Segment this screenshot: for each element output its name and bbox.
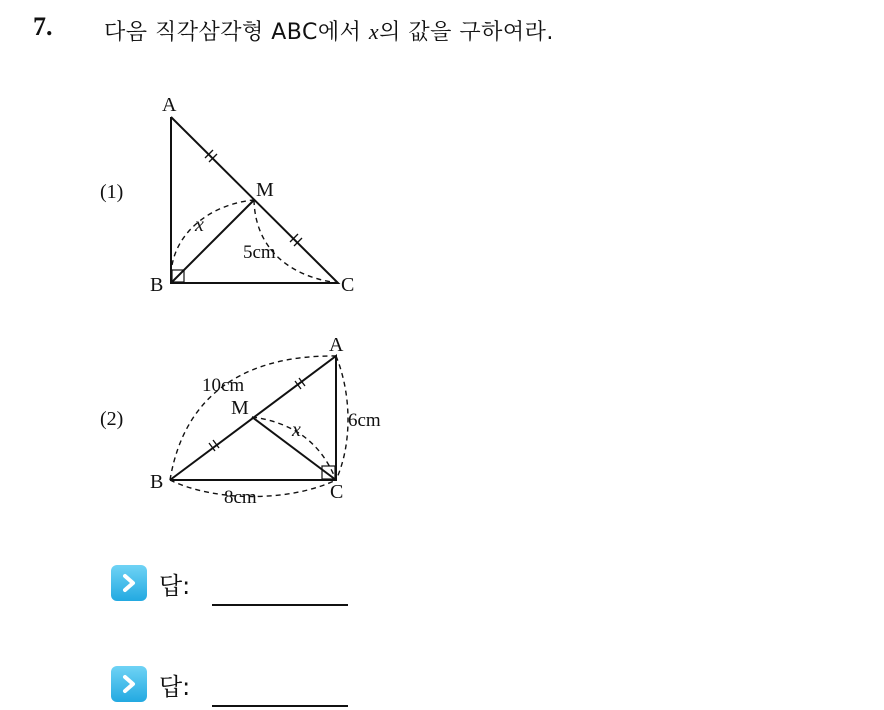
- vertex-a-2: A: [329, 334, 344, 356]
- vertex-c-2: C: [330, 481, 344, 503]
- answer-blank-1[interactable]: [212, 604, 348, 606]
- question-number: 7.: [33, 12, 53, 41]
- figure-2: [170, 356, 348, 497]
- problem-1-label: (1): [100, 181, 124, 203]
- var-label-2: x: [292, 419, 301, 441]
- answer-row-1: [111, 563, 190, 603]
- vertex-b-1: B: [150, 274, 164, 296]
- vertex-m-2: M: [231, 397, 249, 419]
- chevron-right-icon: [111, 666, 147, 702]
- problem-2-label: (2): [100, 408, 124, 430]
- vertex-c-1: C: [341, 274, 355, 296]
- question-variable: x: [368, 19, 380, 44]
- length-label-1: 5cm: [243, 242, 276, 263]
- vertex-b-2: B: [150, 471, 164, 493]
- vertex-m-1: M: [256, 179, 274, 201]
- question-text-after: 의 값을 구하여라.: [379, 20, 554, 45]
- answer-label-1: 답:: [159, 571, 191, 600]
- var-label-1: x: [195, 214, 204, 236]
- answer-row-2: [111, 664, 190, 704]
- arc-6cm-2: [336, 356, 348, 480]
- chevron-right-icon: [111, 565, 147, 601]
- base-label-2: 8cm: [224, 487, 257, 508]
- hyp-label-2: 10cm: [202, 375, 245, 396]
- answer-label-2: 답:: [159, 672, 191, 701]
- answer-blank-2[interactable]: [212, 705, 348, 707]
- question-text-before: 다음 직각삼각형 ABC에서: [104, 20, 369, 45]
- vertex-a-1: A: [162, 94, 177, 116]
- side-label-2: 6cm: [348, 410, 381, 431]
